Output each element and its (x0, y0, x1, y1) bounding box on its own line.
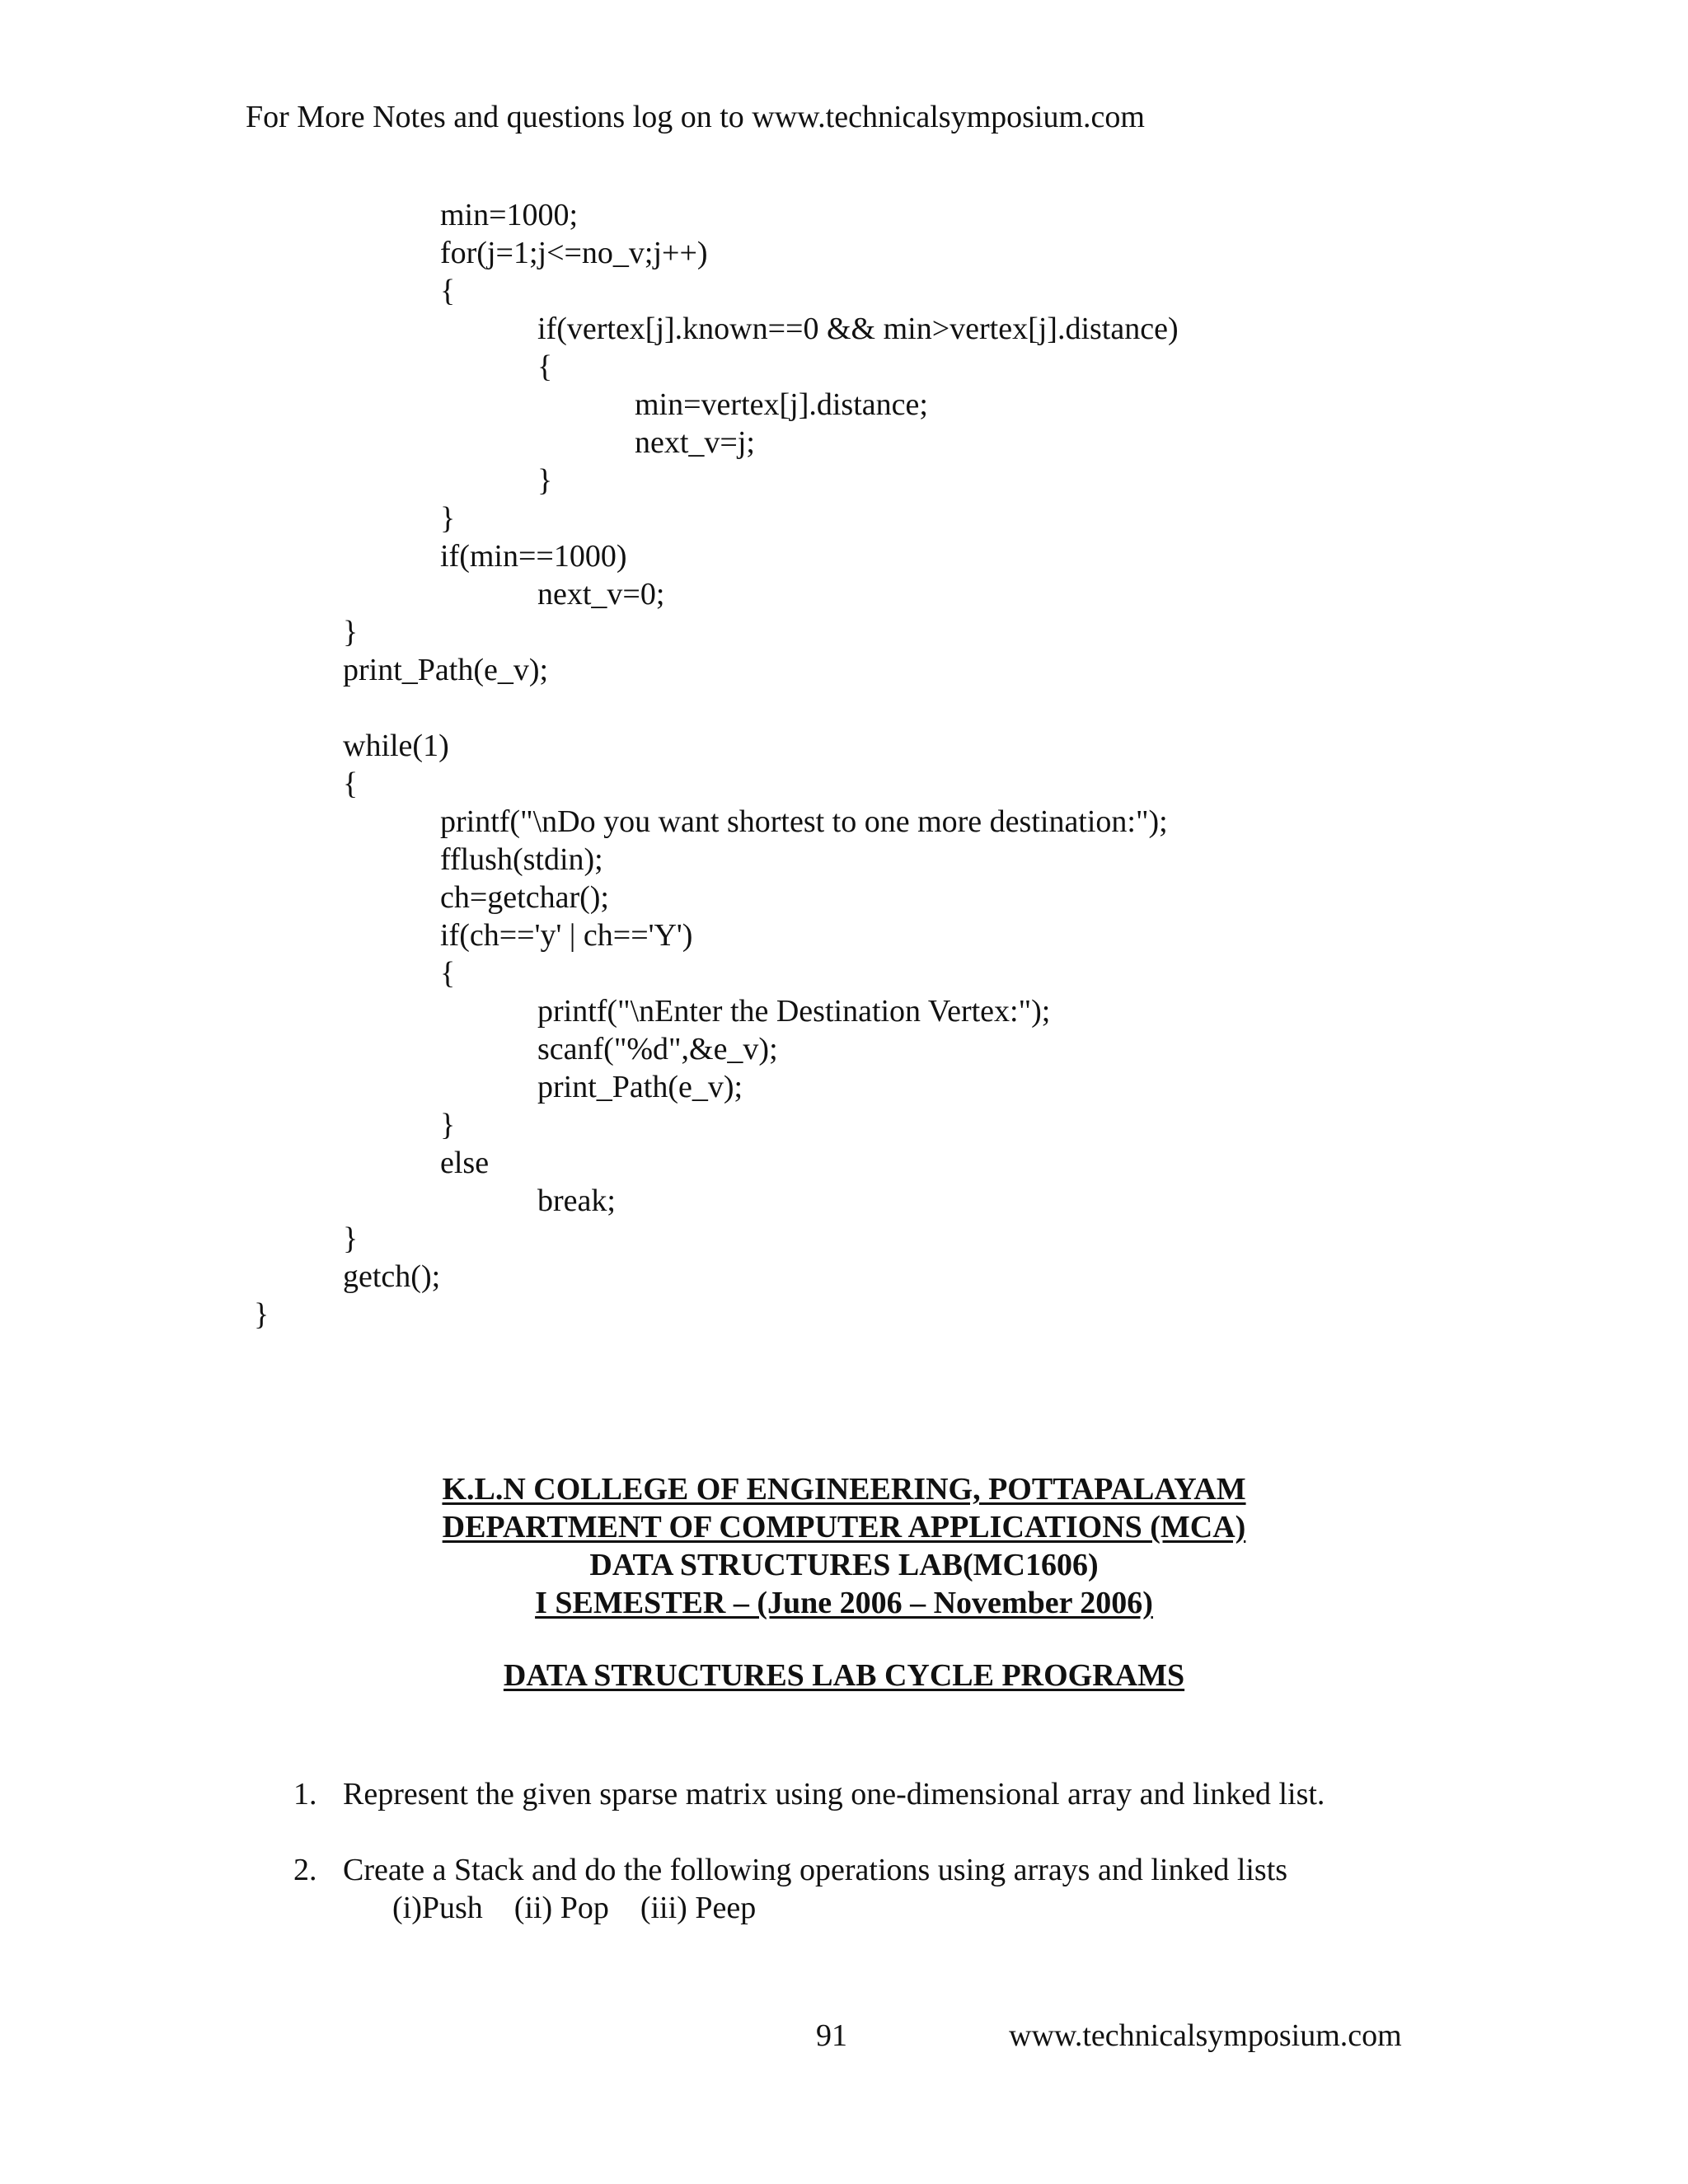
code-line: getch(); (343, 1259, 441, 1294)
department-name: DEPARTMENT OF COMPUTER APPLICATIONS (MCA) (442, 1510, 1246, 1544)
code-line: next_v=j; (635, 425, 755, 460)
lab-name: DATA STRUCTURES LAB(MC1606) (589, 1548, 1099, 1582)
code-line: for(j=1;j<=no_v;j++) (440, 236, 708, 270)
code-line: printf("\nDo you want shortest to one more destination:"); (440, 804, 1168, 839)
footer-site: www.technicalsymposium.com (1009, 2018, 1402, 2053)
code-line: min=1000; (440, 198, 579, 232)
list-item-text: Create a Stack and do the following operations using arrays and linked lists (343, 1853, 1288, 1887)
code-listing (0, 196, 1688, 1333)
header-notice: For More Notes and questions log on to www.technicalsymposium.com (246, 100, 1145, 134)
list-item-number: 2. (293, 1853, 317, 1887)
code-line: if(vertex[j].known==0 && min>vertex[j].distance) (537, 312, 1179, 346)
code-line: } (440, 1108, 456, 1142)
code-line (0, 689, 1688, 727)
code-line: print_Path(e_v); (343, 653, 549, 687)
list-item-number: 1. (293, 1777, 317, 1811)
code-line: if(ch=='y' | ch=='Y') (440, 918, 693, 953)
code-line: { (440, 956, 456, 991)
college-heading (0, 1470, 1688, 1622)
code-line: break; (537, 1183, 616, 1218)
code-line: } (537, 463, 553, 498)
code-line: printf("\nEnter the Destination Vertex:"); (537, 994, 1051, 1029)
code-line: if(min==1000) (440, 539, 627, 574)
code-line: print_Path(e_v); (537, 1070, 743, 1104)
code-line: } (254, 1297, 270, 1332)
list-item-text: Represent the given sparse matrix using one-dimensional array and linked list. (343, 1777, 1325, 1811)
code-line: fflush(stdin); (440, 842, 603, 877)
code-line: ch=getchar(); (440, 880, 609, 915)
college-name: K.L.N COLLEGE OF ENGINEERING, POTTAPALAYAM (442, 1472, 1246, 1507)
page-number: 91 (816, 2018, 847, 2053)
code-line: min=vertex[j].distance; (635, 387, 928, 422)
semester-line: I SEMESTER – (June 2006 – November 2006) (535, 1586, 1153, 1620)
code-line: { (343, 766, 359, 801)
list-item (293, 1851, 1612, 1927)
cycle-programs-title: DATA STRUCTURES LAB CYCLE PROGRAMS (503, 1658, 1185, 1693)
program-list (293, 1775, 1612, 1965)
code-line: { (440, 274, 456, 308)
code-line: while(1) (343, 729, 449, 763)
list-item (293, 1775, 1612, 1813)
code-line: } (343, 615, 359, 649)
code-line: scanf("%d",&e_v); (537, 1032, 778, 1066)
code-line: else (440, 1146, 490, 1180)
code-line: } (440, 501, 456, 536)
code-line: { (537, 349, 553, 384)
code-line: } (343, 1221, 359, 1256)
code-line: next_v=0; (537, 577, 665, 612)
list-item-subtext: (i)Push (ii) Pop (iii) Peep (392, 1891, 757, 1925)
